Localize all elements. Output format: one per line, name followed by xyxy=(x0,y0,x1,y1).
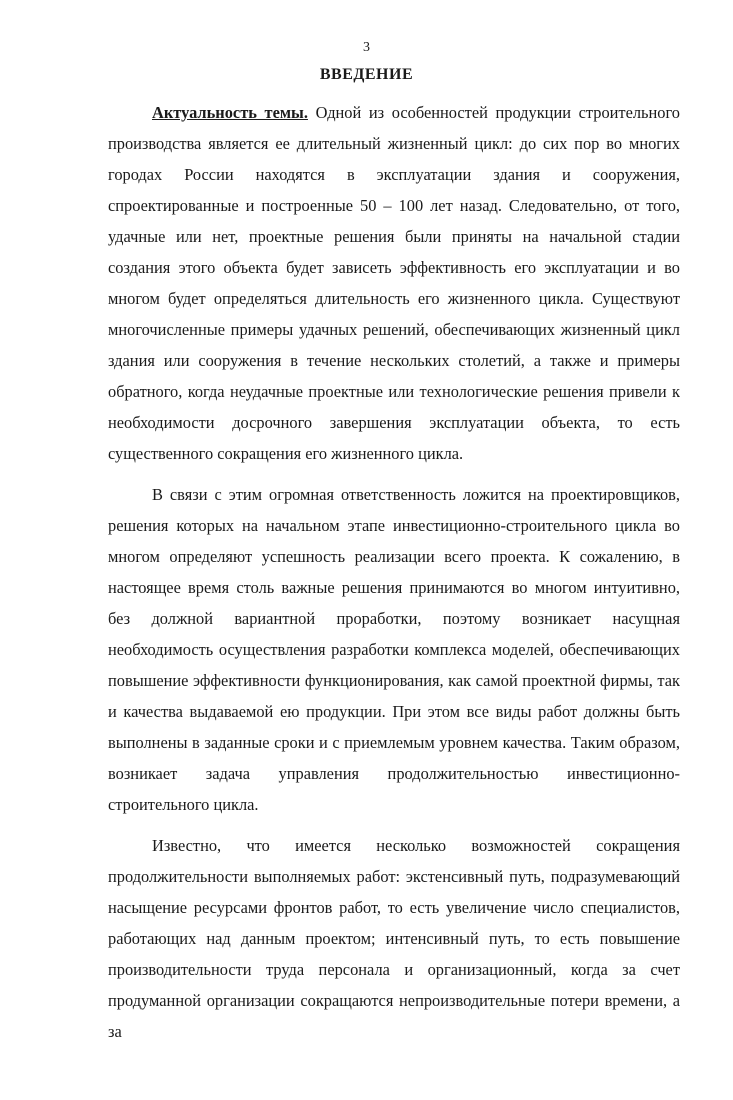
section-heading: ВВЕДЕНИЕ xyxy=(319,66,414,83)
paragraph-duration-reduction xyxy=(108,830,680,1047)
body-text xyxy=(108,97,680,1047)
paragraph-responsibility xyxy=(108,479,680,820)
paragraph-text: Одной из особенностей продукции строительного производства является ее длительный жизненный цикл: до сих пор во многих городах России находятся в эксплуатации здания и сооружения, спроектированные и построенные 50 – 100 лет назад. Следовательно, от того, удачные или нет, проектные решения были приняты на начальной стадии создания этого объекта будет зависеть эффективность его эксплуатации и во многом будет определяться длительность его жизненного цикла. Существуют многочисленные примеры удачных решений, обеспечивающих жизненный цикл здания или сооружения в течение нескольких столетий, а также и примеры обратного, когда неудачные проектные или технологические решения привели к необходимости досрочного завершения эксплуатации объекта, то есть существенного сокращения его жизненного цикла. xyxy=(108,103,680,463)
paragraph-text: В связи с этим огромная ответственность ложится на проектировщиков, решения которых на начальном этапе инвестиционно-строительного цикла во многом определяют успешность реализации всего проекта. К сожалению, в настоящее время столь важные решения принимаются во многом интуитивно, без должной вариантной проработки, поэтому возникает насущная необходимость осуществления разработки комплекса моделей, обеспечивающих повышение эффективности функционирования, как самой проектной фирмы, так и качества выдаваемой ею продукции. При этом все виды работ должны быть выполнены в заданные сроки и с приемлемым уровнем качества. Таким образом, возникает задача управления продолжительностью инвестиционно-строительного цикла. xyxy=(108,485,680,814)
paragraph-lead: Актуальность темы. xyxy=(152,103,308,122)
paragraph-text: Известно, что имеется несколько возможностей сокращения продолжительности выполняемых работ: экстенсивный путь, подразумевающий насыщение ресурсами фронтов работ, то есть увеличение число специалистов, работающих над данным проектом; интенсивный путь, то есть повышение производительности труда персонала и организационный, когда за счет продуманной организации сокращаются непроизводительные потери времени, а за xyxy=(108,836,680,1041)
page-number: 3 xyxy=(363,40,370,55)
paragraph-relevance xyxy=(108,97,680,469)
